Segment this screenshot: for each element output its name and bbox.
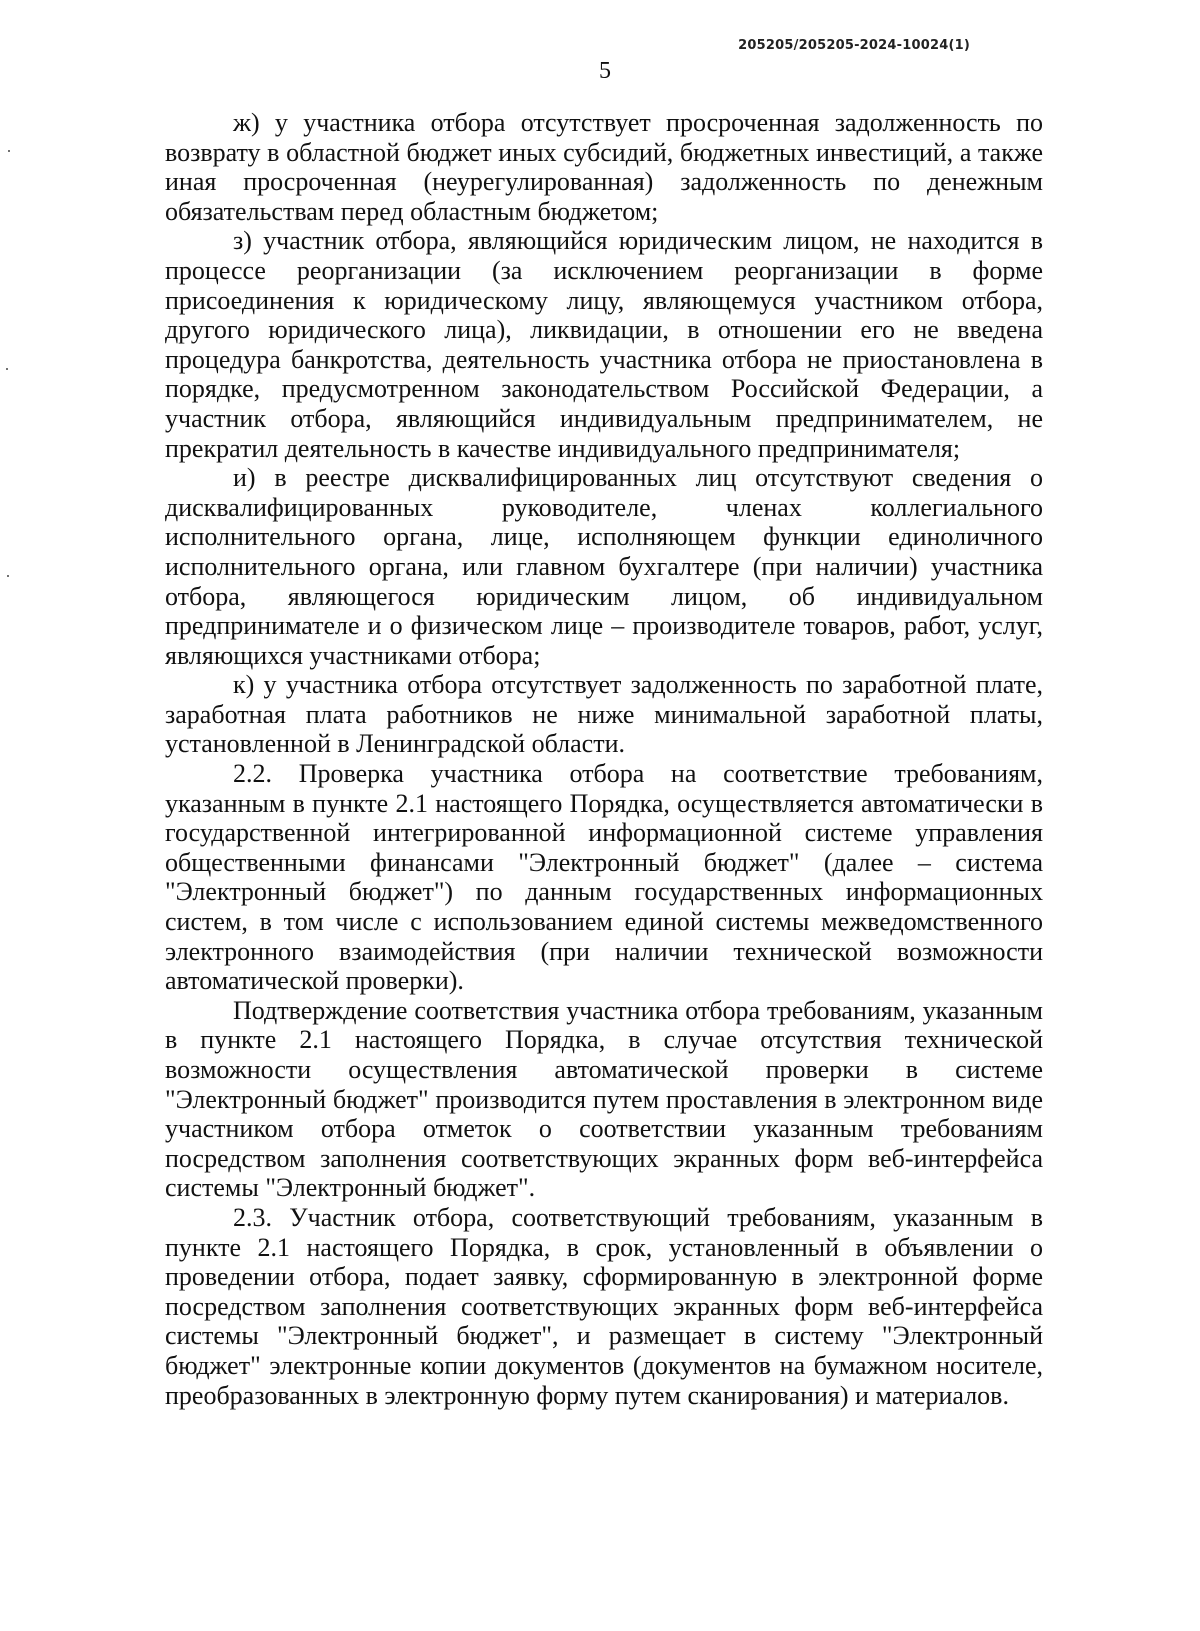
scan-speck <box>7 575 9 577</box>
paragraph-i: и) в реестре дисквалифицированных лиц отсутствуют сведения о дисквалифицированных руководителе, членах коллегиального исполнительного органа, лице, исполняющем функции единоличного исполнительного органа, или главном бухгалтере (при наличии) участника отбора, являющегося юридическим лицом, об индивидуальном предпринимателе и о физическом лице – производителе товаров, работ, услуг, являющихся участниками отбора; <box>165 463 1043 670</box>
paragraph-2-3: 2.3. Участник отбора, соответствующий требованиям, указанным в пункте 2.1 настоящего Порядка, в срок, установленный в объявлении о проведении отбора, подает заявку, сформированную в электронной форме посредством заполнения соответствующих экранных форм веб-интерфейса системы "Электронный бюджет", и размещает в систему "Электронный бюджет" электронные копии документов (документов на бумажном носителе, преобразованных в электронную форму путем сканирования) и материалов. <box>165 1202 1043 1410</box>
document-id: 205205/205205-2024-10024(1) <box>738 38 970 53</box>
paragraph-k: к) у участника отбора отсутствует задолженность по заработной плате, заработная плата работников не ниже минимальной заработной платы, установленной в Ленинградской области. <box>165 670 1043 759</box>
paragraph-confirmation: Подтверждение соответствия участника отбора требованиям, указанным в пункте 2.1 настоящего Порядка, в случае отсутствия технической возможности осуществления автоматической проверки в системе "Электронный бюджет" производится путем проставления в электронном виде участником отбора отметок о соответствии указанным требованиям посредством заполнения соответствующих экранных форм веб-интерфейса системы "Электронный бюджет". <box>165 995 1043 1203</box>
paragraph-2-2: 2.2. Проверка участника отбора на соответствие требованиям, указанным в пункте 2.1 настоящего Порядка, осуществляется автоматически в государственной интегрированной информационной системе управления общественными финансами "Электронный бюджет" (далее – система "Электронный бюджет") по данным государственных информационных систем, в том числе с использованием единой системы межведомственного электронного взаимодействия (при наличии технической возможности автоматической проверки). <box>165 759 1043 996</box>
document-body <box>165 108 1043 1410</box>
page-number: 5 <box>599 58 611 84</box>
scan-speck <box>8 150 10 152</box>
paragraph-z: з) участник отбора, являющийся юридическим лицом, не находится в процессе реорганизации (за исключением реорганизации в форме присоединения к юридическому лицу, являющемуся участником отбора, другого юридического лица), ликвидации, в отношении его не введена процедура банкротства, деятельность участника отбора не приостановлена в порядке, предусмотренном законодательством Российской Федерации, а участник отбора, являющийся индивидуальным предпринимателем, не прекратил деятельность в качестве индивидуального предпринимателя; <box>165 226 1043 463</box>
paragraph-zh: ж) у участника отбора отсутствует просроченная задолженность по возврату в областной бюджет иных субсидий, бюджетных инвестиций, а также иная просроченная (неурегулированная) задолженность по денежным обязательствам перед областным бюджетом; <box>165 108 1043 226</box>
scan-speck <box>6 368 8 370</box>
